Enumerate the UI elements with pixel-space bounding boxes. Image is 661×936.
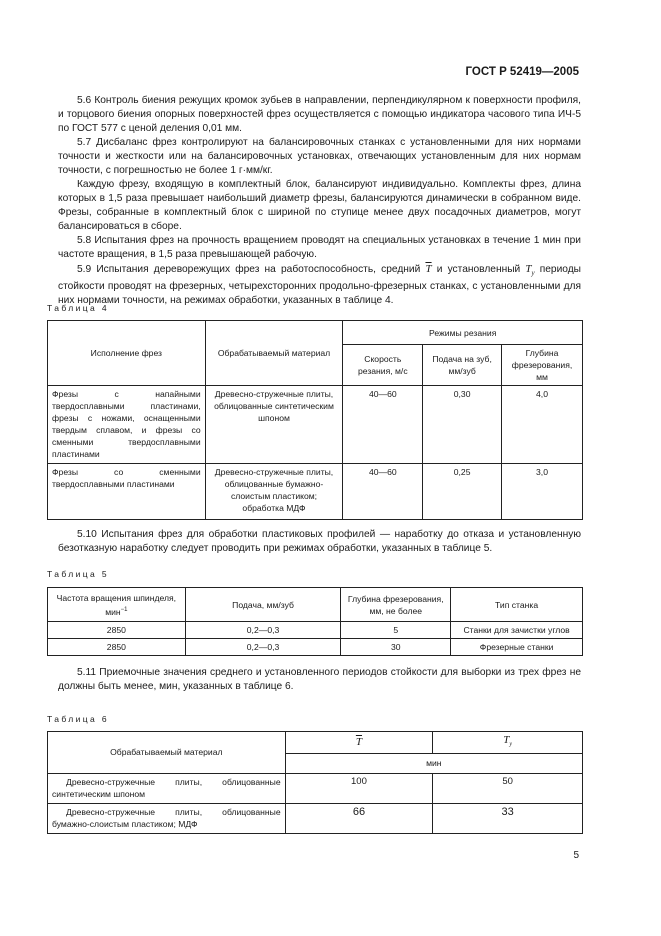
paragraph-5-6: 5.6 Контроль биения режущих кромок зубьев в направлении, перпендикулярном к поверхности профиля, и торцового биения опорных поверхностей фрез осуществляется с помощью индикатора часового типа ИЧ-5 по ГОСТ 577 с ценой деления 0,01 мм. (58, 95, 581, 134)
table-row (48, 803, 583, 833)
table-4-header-speed: Скорость резания, м/с (343, 345, 423, 386)
table-row (48, 622, 583, 639)
table-5-cell-feed: 0,2—0,3 (185, 622, 341, 639)
table-6-cell-t: 66 (285, 803, 433, 833)
table-4-cell-feed: 0,30 (423, 386, 502, 464)
table-row (48, 386, 583, 464)
symbol-t-set-sub: y (509, 741, 513, 748)
table-4-cell-material: Древесно-стружечные плиты, облицованные синтетическим шпоном (205, 386, 343, 464)
table-5-cell-freq: 2850 (48, 639, 186, 656)
table-4-header-modes: Режимы резания (343, 321, 583, 345)
paragraph-5-10: 5.10 Испытания фрез для обработки пластиковых профилей — наработку до отказа и установленную безотказную наработку следует проводить при режимах обработки, указанных в таблице 5. (58, 529, 581, 554)
table-5-header-feed: Подача, мм/зуб (185, 588, 341, 622)
paragraph-5-9 (58, 262, 581, 308)
table-6-cell-t: 100 (285, 773, 433, 803)
table-4-header-material: Обрабатываемый материал (205, 321, 343, 386)
section-text-middle (58, 528, 581, 556)
table-4-header-design: Исполнение фрез (48, 321, 206, 386)
table-6-header-unit: мин (285, 753, 582, 773)
table-4-cell-design: Фрезы со сменными твердосплавными пластинами (48, 464, 206, 520)
table-row (48, 773, 583, 803)
paragraph-5-9-part-a: 5.9 Испытания дереворежущих фрез на работоспособность, средний (77, 264, 426, 275)
table-6-cell-ty: 33 (433, 803, 583, 833)
table-6-cell-material: Древесно-стружечные плиты, облицованные бумажно-слоистым пластиком; МДФ (48, 803, 286, 833)
table-4-cell-design: Фрезы с напайными твердосплавными пластинами, фрезы с ножами, оснащенными твердым сплавом, и фрезы со сменными твердосплавными пластинами (48, 386, 206, 464)
paragraph-5-11: 5.11 Приемочные значения среднего и установленного периодов стойкости для выборки из трех фрез не должны быть менее, мин, указанных в таблице 6. (58, 667, 581, 692)
page-number: 5 (573, 850, 579, 861)
table-6-header-material: Обрабатываемый материал (48, 732, 286, 774)
table-6-header-ty (433, 732, 583, 754)
table-6-caption: Таблица 6 (47, 714, 110, 724)
paragraph-5-7: 5.7 Дисбаланс фрез контролируют на балансировочных станках с установленными для них нормами точности и жесткости или на балансировочных установках, отвечающих установленным для них нормам точности, с погрешностью не более 1 г·мм/кг. (58, 137, 581, 176)
paragraph-5-7-balance: Каждую фрезу, входящую в комплектный блок, балансируют индивидуально. Комплекты фрез, длина которых в 1,5 раза превышает наибольший диаметр фрезы, балансируются динамически в собранном виде. Фрезы, собранные в комплектный блок с шириной по ступице менее двух посадочных диаметров, могут балансироваться в сборе. (58, 179, 581, 232)
table-5-cell-machine: Фрезерные станки (451, 639, 583, 656)
table-6 (47, 731, 583, 834)
paragraph-5-8: 5.8 Испытания фрез на прочность вращением проводят на специальных установках в течение 1 мин при частоте вращения, в 1,5 раза превышающей рабочую. (58, 235, 581, 260)
table-5-cell-machine: Станки для зачистки углов (451, 622, 583, 639)
section-text-lower (58, 666, 581, 694)
table-4-cell-depth: 4,0 (502, 386, 583, 464)
table-5-cell-feed: 0,2—0,3 (185, 639, 341, 656)
table-6-cell-ty: 50 (433, 773, 583, 803)
table-4-cell-speed: 40—60 (343, 386, 423, 464)
table-5 (47, 587, 583, 656)
table-row (48, 639, 583, 656)
paragraph-5-9-part-c: периоды стойкости проводят на фрезерных, четырехсторонних продольно-фрезерных станках, с установленными для них нормами точности, на режимах обработки, указанных в таблице 4. (58, 264, 581, 307)
table-4-header-depth: Глубина фрезерования, мм (502, 345, 583, 386)
paragraph-5-9-part-b: и установленный (431, 264, 526, 275)
document-id: ГОСТ Р 52419—2005 (465, 66, 579, 78)
symbol-t-set: T (525, 263, 532, 275)
table-6-header-t (285, 732, 433, 754)
table-5-cell-depth: 30 (341, 639, 451, 656)
symbol-t-mean: $\overline{T}$ (425, 263, 432, 275)
table-4-cell-speed: 40—60 (343, 464, 423, 520)
table-6-cell-material: Древесно-стружечные плиты, облицованные синтетическим шпоном (48, 773, 286, 803)
table-4-header-feed: Подача на зуб, мм/зуб (423, 345, 502, 386)
table-5-header-freq-sup: −1 (120, 606, 128, 613)
table-5-header-machine: Тип станка (451, 588, 583, 622)
symbol-t-set-sub: y (531, 269, 535, 278)
section-text-upper (58, 94, 581, 308)
table-4-cell-feed: 0,25 (423, 464, 502, 520)
table-5-header-freq-label: Частота вращения шпинделя, мин (56, 592, 177, 617)
symbol-t-set: T (503, 734, 510, 746)
table-row (48, 464, 583, 520)
table-4-cell-material: Древесно-стружечные плиты, облицованные бумажно-слоистым пластиком; обработка МДФ (205, 464, 343, 520)
table-4-cell-depth: 3,0 (502, 464, 583, 520)
symbol-t-mean: $\overline{T}$ (355, 736, 363, 749)
table-4-caption: Таблица 4 (47, 303, 110, 313)
table-4 (47, 320, 583, 520)
table-5-cell-freq: 2850 (48, 622, 186, 639)
table-5-caption: Таблица 5 (47, 569, 110, 579)
table-5-header-depth: Глубина фрезерования, мм, не более (341, 588, 451, 622)
table-5-header-freq (48, 588, 186, 622)
table-5-cell-depth: 5 (341, 622, 451, 639)
